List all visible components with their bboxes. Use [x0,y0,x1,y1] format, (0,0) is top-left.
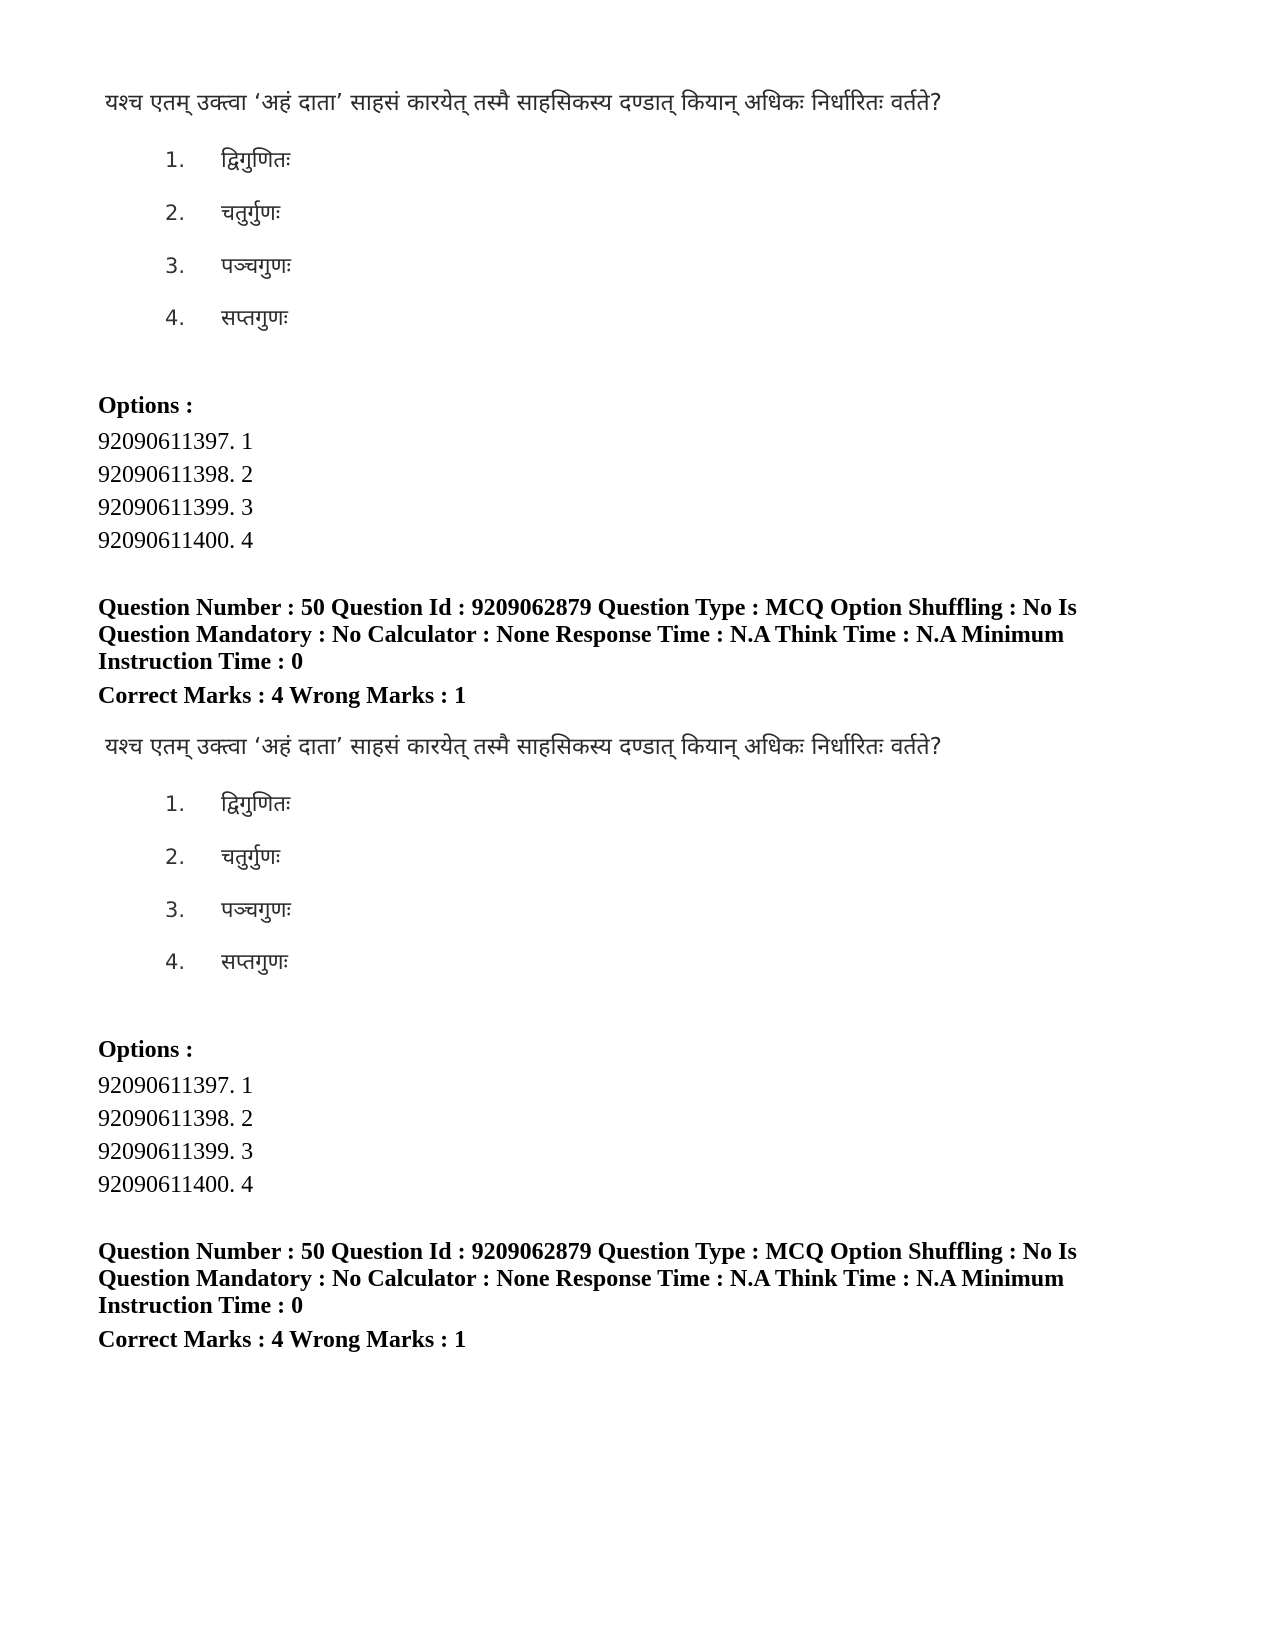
meta-line: Question Mandatory : No Calculator : None Response Time : N.A Think Time : N.A Minimum [98,622,1065,648]
choice-2 [165,197,280,227]
choice-number: 3. [165,898,186,922]
meta-line: Instruction Time : 0 [98,1293,304,1319]
options-list [98,1036,1198,1202]
choice-number: 3. [165,254,186,278]
choice-2 [165,841,280,871]
options-label: Options : [98,1037,194,1063]
choice-3 [165,250,291,280]
meta-line: Instruction Time : 0 [98,649,304,675]
choice-number: 1. [165,792,186,816]
choice-3 [165,894,291,924]
meta-line: Question Number : 50 Question Id : 9209062879 Question Type : MCQ Option Shuffling : No Is [98,595,1077,621]
option-row: 92090611398. 2 [98,1106,254,1132]
choice-text: द्विगुणितः [221,792,291,817]
option-row: 92090611399. 3 [98,495,254,521]
choice-text: चतुर्गुणः [221,845,281,870]
question-image [105,732,1005,975]
choice-number: 4. [165,950,186,974]
option-row: 92090611397. 1 [98,1073,254,1099]
choice-number: 2. [165,845,186,869]
option-row: 92090611399. 3 [98,1139,254,1165]
marks-line: Correct Marks : 4 Wrong Marks : 1 [98,683,467,709]
choice-number: 4. [165,306,186,330]
question-meta [98,595,1218,710]
question-text: यश्च एतम् उक्त्वा ‘अहं दाता’ साहसं कारयेत् तस्मै साहसिकस्य दण्डात् कियान् अधिकः निर्धारितः वर्तते? [105,734,942,760]
choice-4 [165,946,288,976]
option-row: 92090611400. 4 [98,528,254,554]
choice-4 [165,302,288,332]
choice-text: सप्तगुणः [221,950,288,975]
options-label: Options : [98,393,194,419]
question-image [105,88,1005,331]
choice-number: 2. [165,201,186,225]
choice-text: चतुर्गुणः [221,201,281,226]
option-row: 92090611400. 4 [98,1172,254,1198]
choice-1 [165,788,290,818]
choice-1 [165,144,290,174]
meta-line: Question Mandatory : No Calculator : None Response Time : N.A Think Time : N.A Minimum [98,1266,1065,1292]
option-row: 92090611397. 1 [98,429,254,455]
option-row: 92090611398. 2 [98,462,254,488]
question-meta [98,1239,1218,1354]
options-list [98,392,1198,558]
choice-number: 1. [165,148,186,172]
choice-text: सप्तगुणः [221,306,288,331]
question-text: यश्च एतम् उक्त्वा ‘अहं दाता’ साहसं कारयेत् तस्मै साहसिकस्य दण्डात् कियान् अधिकः निर्धारितः वर्तते? [105,90,942,116]
choice-text: पञ्चगुणः [221,898,291,923]
choice-text: द्विगुणितः [221,148,291,173]
meta-line: Question Number : 50 Question Id : 9209062879 Question Type : MCQ Option Shuffling : No Is [98,1239,1077,1265]
choice-text: पञ्चगुणः [221,254,291,279]
marks-line: Correct Marks : 4 Wrong Marks : 1 [98,1327,467,1353]
